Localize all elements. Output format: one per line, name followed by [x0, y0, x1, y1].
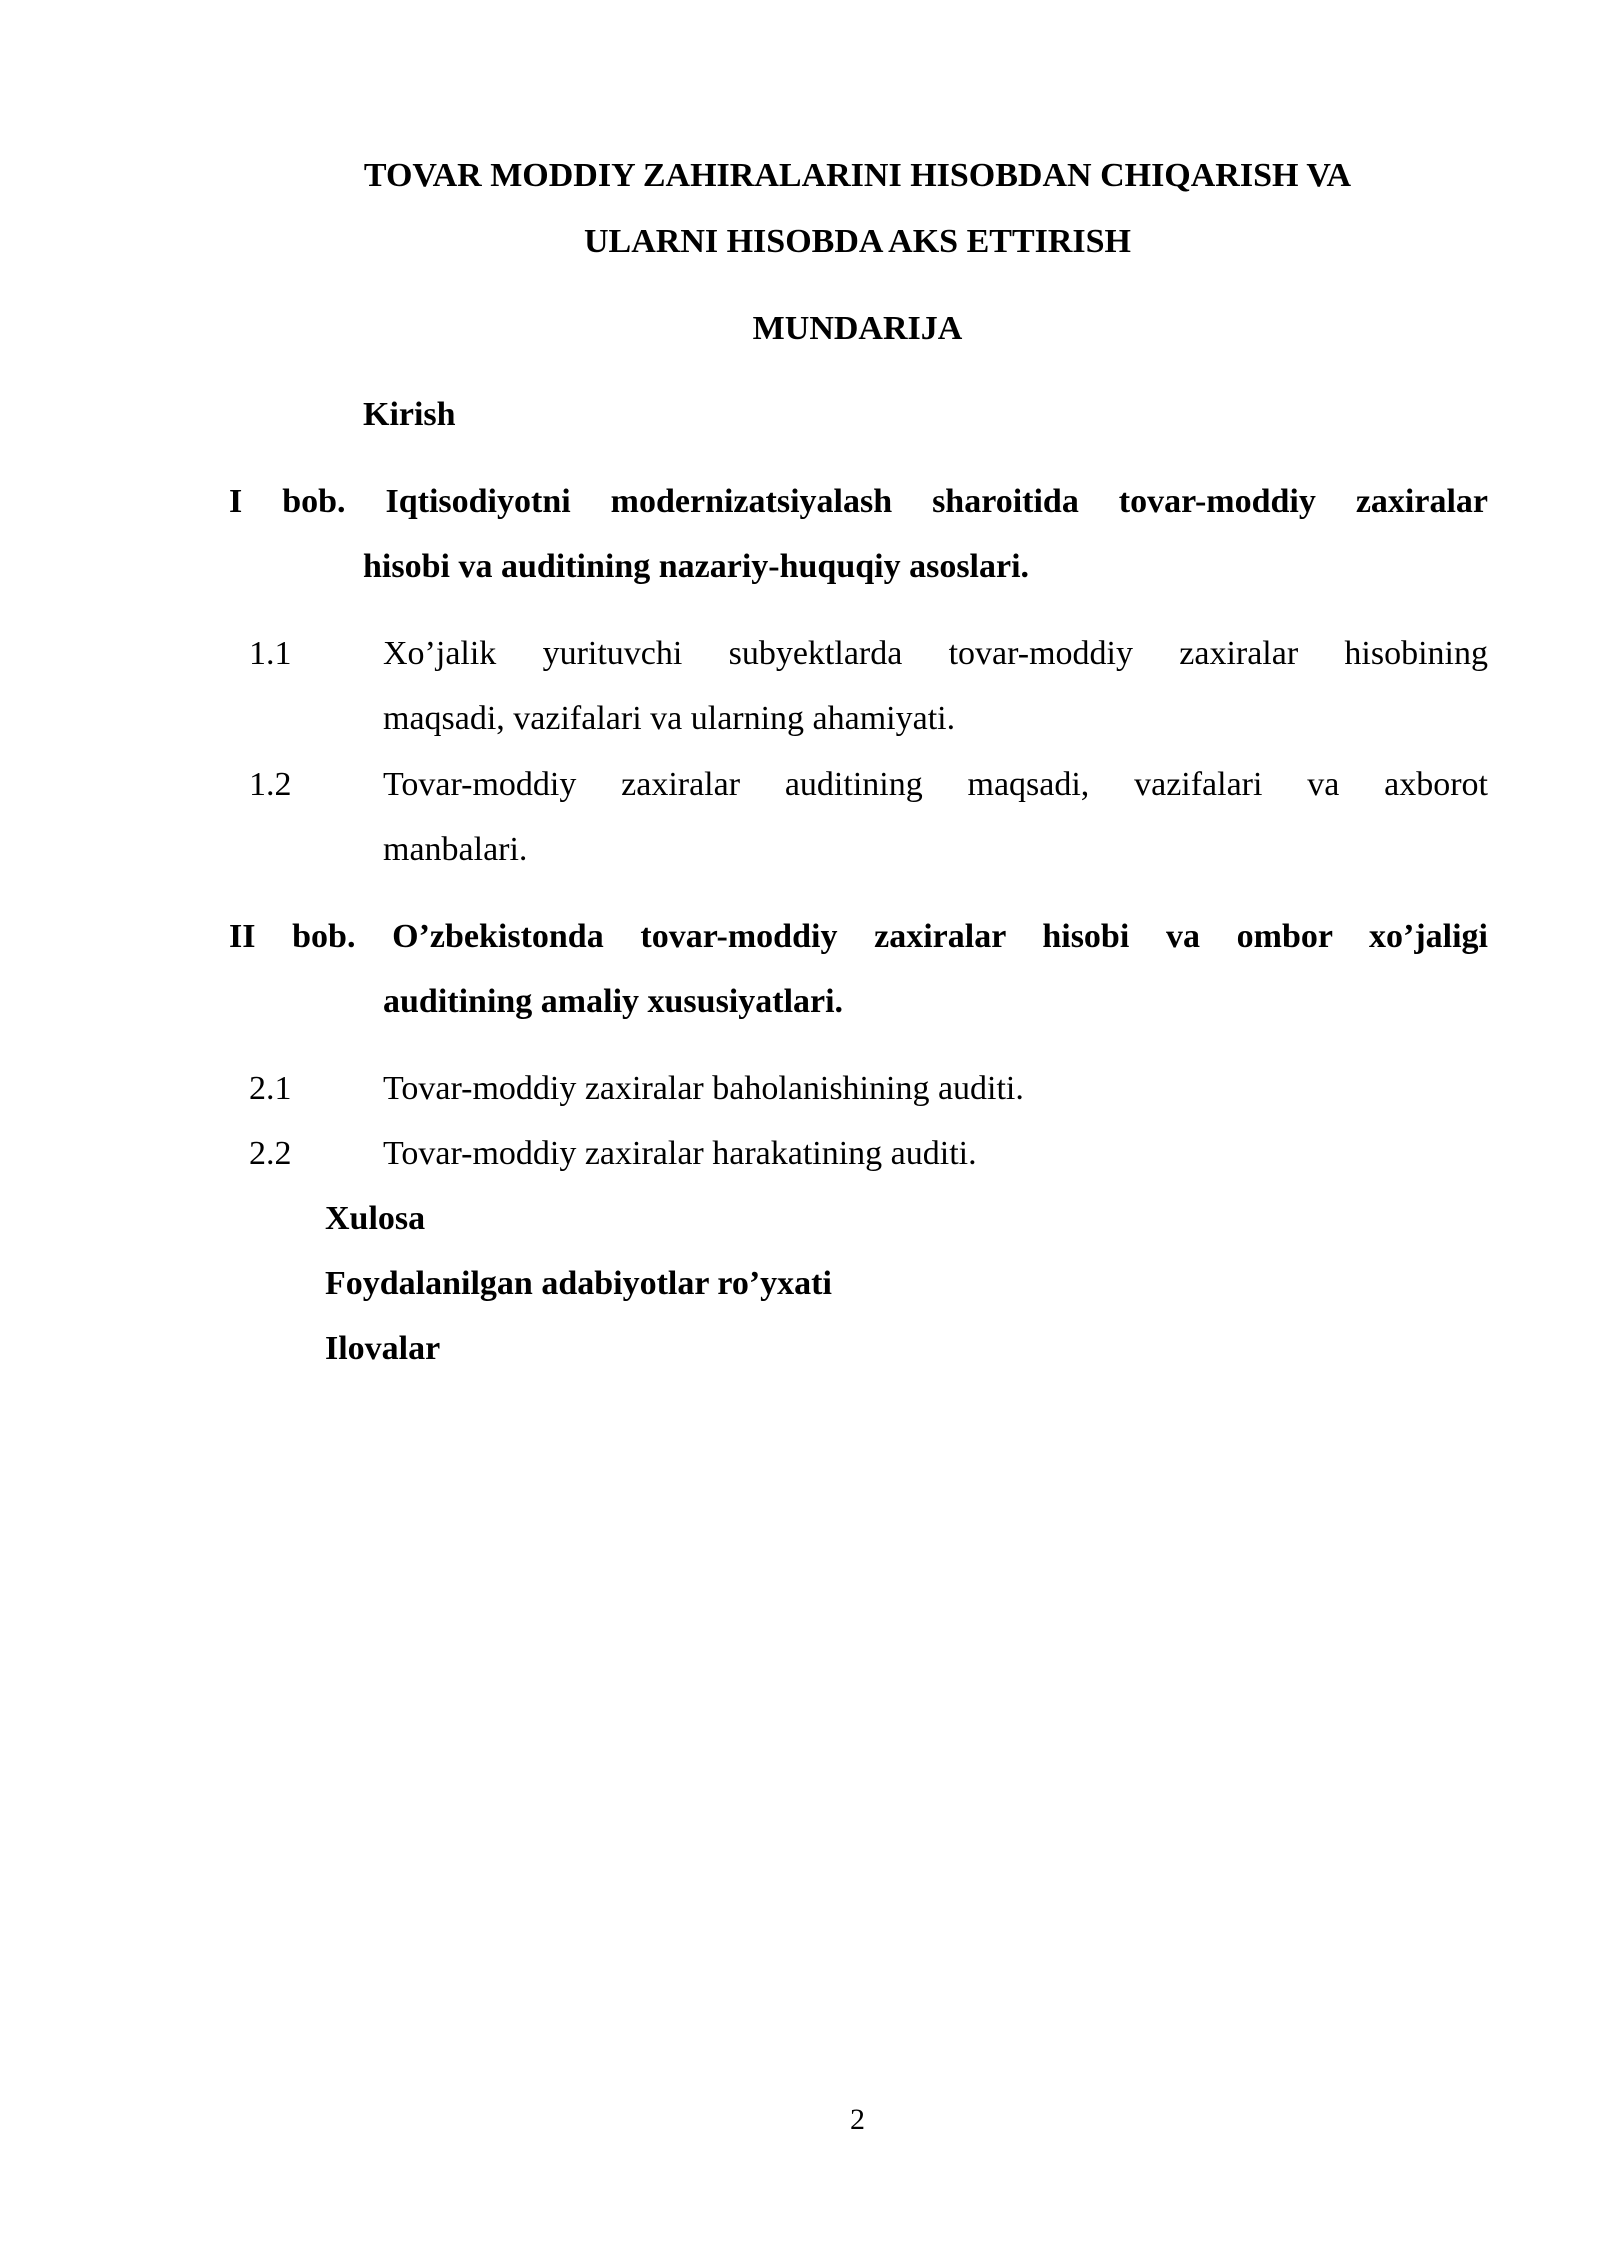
toc-appendices: Ilovalar — [325, 1330, 441, 1367]
toc-section-1-1-line-2: maqsadi, vazifalari va ularning ahamiyati. — [383, 700, 956, 737]
toc-section-1-2-line-1: Tovar-moddiy zaxiralar auditining maqsadi, vazifalari va axborot — [383, 766, 1488, 803]
toc-chapter-2-line-1: II bob. O’zbekistonda tovar-moddiy zaxiralar hisobi va ombor xo’jaligi — [229, 918, 1488, 955]
toc-section-1-2-line-2: manbalari. — [383, 831, 528, 868]
page-number: 2 — [850, 2103, 865, 2136]
toc-heading: MUNDARIJA — [752, 310, 963, 347]
toc-intro: Kirish — [363, 396, 456, 433]
toc-references: Foydalanilgan adabiyotlar ro’yxati — [325, 1265, 832, 1302]
toc-chapter-2-line-2: auditining amaliy xususiyatlari. — [383, 983, 844, 1020]
toc-section-2-1-text: Tovar-moddiy zaxiralar baholanishining auditi. — [383, 1070, 1024, 1107]
toc-section-2-2-number: 2.2 — [249, 1135, 292, 1172]
toc-conclusion: Xulosa — [325, 1200, 426, 1237]
toc-section-1-2-number: 1.2 — [249, 766, 292, 803]
toc-section-2-1-number: 2.1 — [249, 1070, 292, 1107]
document-title-line-1: TOVAR MODDIY ZAHIRALARINI HISOBDAN CHIQARISH VA — [363, 157, 1352, 194]
document-title-line-2: ULARNI HISOBDA AKS ETTIRISH — [583, 223, 1131, 260]
toc-chapter-1-line-2: hisobi va auditining nazariy-huquqiy asoslari. — [363, 548, 1030, 585]
toc-section-1-1-number: 1.1 — [249, 635, 292, 672]
toc-section-1-1-line-1: Xo’jalik yurituvchi subyektlarda tovar-moddiy zaxiralar hisobining — [383, 635, 1488, 672]
toc-section-2-2-text: Tovar-moddiy zaxiralar harakatining auditi. — [383, 1135, 977, 1172]
toc-chapter-1-line-1: I bob. Iqtisodiyotni modernizatsiyalash sharoitida tovar-moddiy zaxiralar — [229, 483, 1488, 520]
